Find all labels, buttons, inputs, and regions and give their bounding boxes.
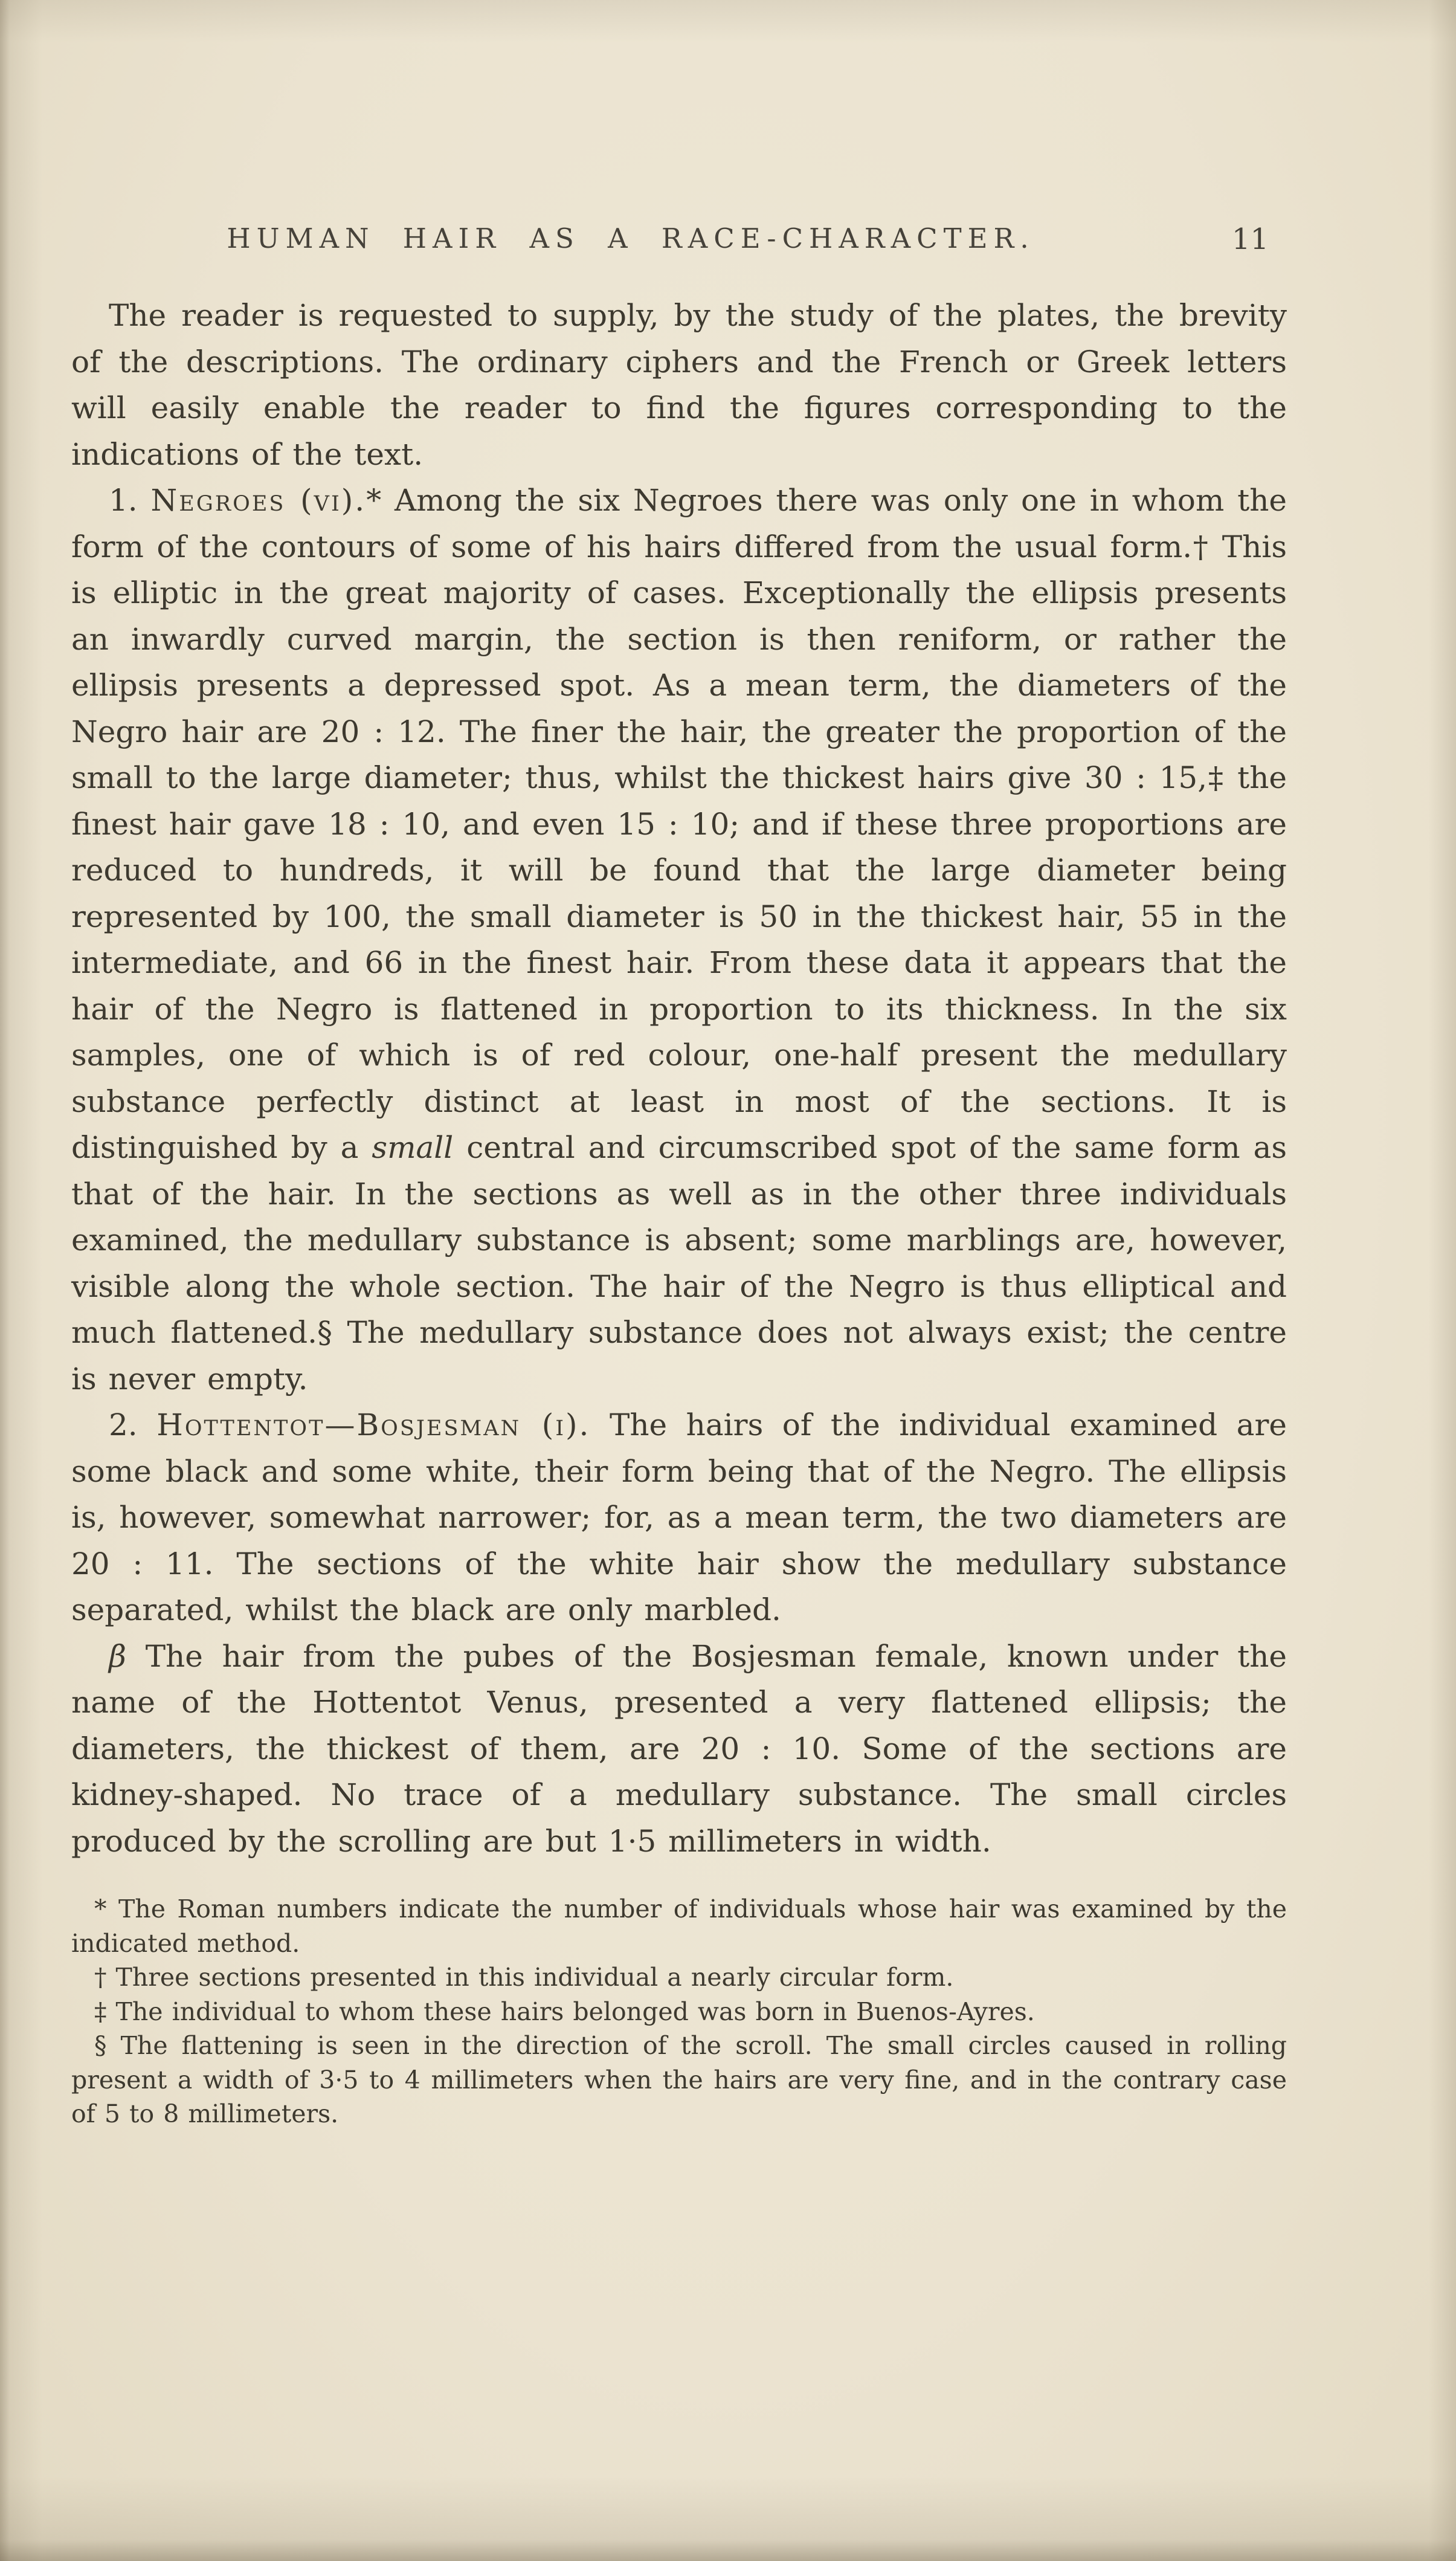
footnote: † Three sections presented in this individual a nearly circular form. — [94, 1963, 954, 1992]
text-run-smallcaps: Negroes (vi). — [150, 483, 367, 518]
footnote: ‡ The individual to whom these hairs belonged was born in Buenos-Ayres. — [94, 1997, 1035, 2026]
text-run: * Among the six Negroes there was only one in whom the form of the contours of some of his hairs differed from the usual form.† This is elliptic in the great majority of cases. Exceptionally the ellipsis presents an inwardly curved margin, the section is then reniform, or rather the ellipsis presents a depressed spot. As a mean term, the diameters of the Negro hair are 20 : 12. The finer the hair, the greater the proportion of the small to the large diameter; thus, whilst the thickest hairs give 30 : 15,‡ the finest hair gave 18 : 10, and even 15 : 10; and if these three proportions are reduced to hundreds, it will be found that the large diameter being represented by 100, the small diameter is 50 in the thickest hair, 55 in the intermediate, and 66 in the finest hair. From these data it appears that the hair of the Negro is flattened in proportion to its thickness. In the six samples, one of which is of red colour, one-half present the medullary substance perfectly distinct at least in most of the sections. It is distinguished by a — [71, 483, 1287, 1165]
text-run-italic: β — [109, 1638, 126, 1674]
text-run: The hairs of the individual examined are some black and some white, their form being that of the Negro. The ellipsis is, however, somewhat narrower; for, as a mean term, the two diameters are 20 : 11. The sections of the white hair show the medullary substance separated, whilst the black are only marbled. — [71, 1407, 1287, 1627]
running-head — [71, 222, 1287, 265]
footnote: * The Roman numbers indicate the number of individuals whose hair was examined by the indicated method. — [71, 1894, 1287, 1958]
text-run: 2. — [109, 1407, 157, 1442]
text-run: central and circumscribed spot of the same form as that of the hair. In the sections as well as in the other three individuals examined, the medullary substance is absent; some marblings are, however, visible along the whole section. The hair of the Negro is thus elliptical and much flattened.§ The medullary substance does not always exist; the centre is never empty. — [71, 1130, 1287, 1397]
text-run: The hair from the pubes of the Bosjesman female, known under the name of the Hottentot Venus, presented a very flattened ellipsis; the diameters, the thickest of them, are 20 : 10. Some of the sections are kidney-shaped. No trace of a medullary substance. The small circles produced by the scrolling are but 1·5 millimeters in width. — [71, 1638, 1287, 1859]
page-content — [71, 222, 1287, 2131]
text-run-italic: small — [372, 1130, 454, 1165]
footnote: § The flattening is seen in the direction of the scroll. The small circles caused in rolling present a width of 3·5 to 4 millimeters when the hairs are very fine, and in the contrary case of 5 to 8 millimeters. — [71, 2031, 1287, 2129]
text-run-smallcaps: Hottentot—Bosjesman (i). — [156, 1407, 591, 1442]
paragraph — [71, 1402, 1287, 1633]
footnotes — [71, 1892, 1287, 2131]
paragraph — [71, 1633, 1287, 1865]
page-number: 11 — [1231, 222, 1269, 256]
text-run: The reader is requested to supply, by the study of the plates, the brevity of the descriptions. The ordinary ciphers and the French or Greek letters will easily enable the reader to find the figures corresponding to the indications of the text. — [71, 298, 1287, 472]
text-run: 1. — [109, 483, 151, 518]
body-text — [71, 292, 1287, 1864]
paragraph — [71, 292, 1287, 477]
page-header-title: HUMAN HAIR AS A RACE-CHARACTER. — [227, 222, 1035, 254]
paragraph — [71, 477, 1287, 1402]
